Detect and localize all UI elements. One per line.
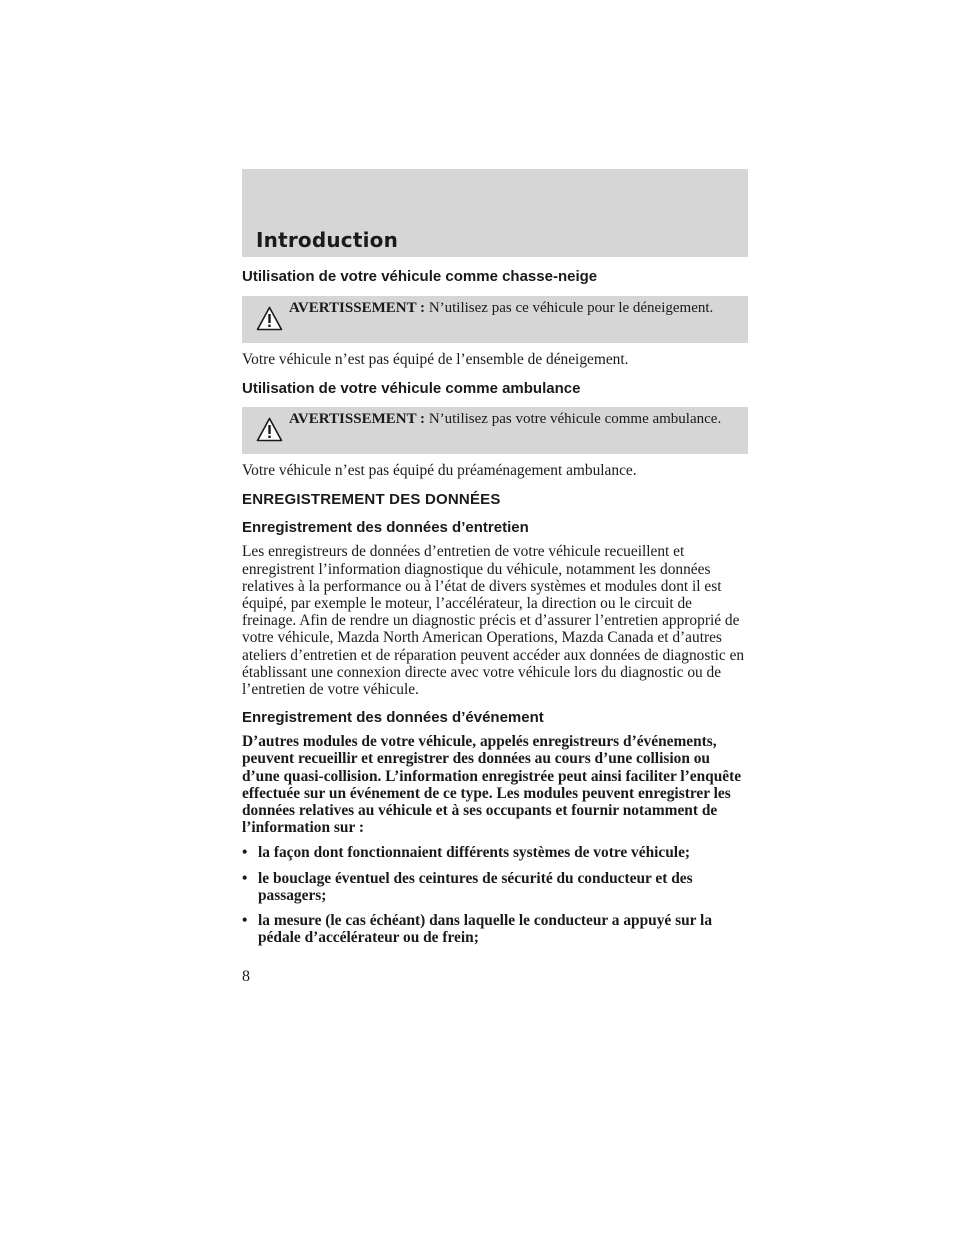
ambulance-heading: Utilisation de votre véhicule comme ambulance bbox=[242, 380, 581, 398]
ambulance-body: Votre véhicule n’est pas équipé du préaménagement ambulance. bbox=[242, 462, 637, 480]
service-data-body: Les enregistreurs de données d’entretien de votre véhicule recueillent et enregistrent l’information diagnostique du véhicule, notamment les données relatives à la performance ou à l’état de divers systèmes et modules dont il est équipé, par exemple le moteur, l’accélérateur, la direction ou le circuit de freinage. Afin de rendre un diagnostic précis et d’assurer l’entretien approprié de votre véhicule, Mazda North American Operations, Mazda Canada et d’autres ateliers d’entretien et de réparation peuvent accéder aux données de diagnostic en établissant une connexion directe avec votre véhicule lors du diagnostic ou de l’entretien de votre véhicule. bbox=[242, 543, 745, 699]
warning-message: N’utilisez pas votre véhicule comme ambulance. bbox=[428, 411, 722, 428]
event-data-heading: Enregistrement des données d’événement bbox=[242, 709, 544, 727]
ambulance-warning-box bbox=[242, 407, 748, 454]
list-item: • la mesure (le cas échéant) dans laquelle le conducteur a appuyé sur la pédale d’accélérateur ou de frein; bbox=[242, 912, 713, 947]
section-title: Introduction bbox=[256, 228, 399, 252]
data-recording-section-title: ENREGISTREMENT DES DONNÉES bbox=[242, 491, 501, 509]
warning-message: N’utilisez pas ce véhicule pour le déneigement. bbox=[428, 300, 714, 316]
warning-triangle-icon bbox=[256, 306, 283, 331]
snowplow-heading: Utilisation de votre véhicule comme chasse-neige bbox=[242, 268, 598, 285]
event-data-body: D’autres modules de votre véhicule, appelés enregistreurs d’événements, peuvent recueillir et enregistrer des données au cours d’une collision ou d’une quasi-collision. L’information enregistrée peut ainsi faciliter l’enquête effectuée sur un événement de ce type. Les modules peuvent enregistrer les données relatives au véhicule et à ses occupants et fournir notamment de l’information sur : bbox=[242, 733, 742, 837]
snowplow-warning-box bbox=[242, 296, 748, 343]
page-content bbox=[242, 268, 748, 946]
warning-label: AVERTISSEMENT : bbox=[289, 411, 426, 428]
snowplow-body: Votre véhicule n’est pas équipé de l’ensemble de déneigement. bbox=[242, 351, 629, 368]
list-item: • la façon dont fonctionnaient différents systèmes de votre véhicule; bbox=[242, 844, 691, 862]
warning-label: AVERTISSEMENT : bbox=[289, 300, 426, 316]
service-data-heading: Enregistrement des données d’entretien bbox=[242, 519, 529, 537]
list-item: • le bouclage éventuel des ceintures de sécurité du conducteur et des passagers; bbox=[242, 869, 693, 904]
event-data-list bbox=[242, 844, 748, 946]
page-number: 8 bbox=[242, 968, 250, 985]
ambulance-warning-text bbox=[289, 411, 738, 428]
snowplow-warning-text bbox=[289, 300, 738, 317]
warning-triangle-icon bbox=[256, 417, 283, 442]
